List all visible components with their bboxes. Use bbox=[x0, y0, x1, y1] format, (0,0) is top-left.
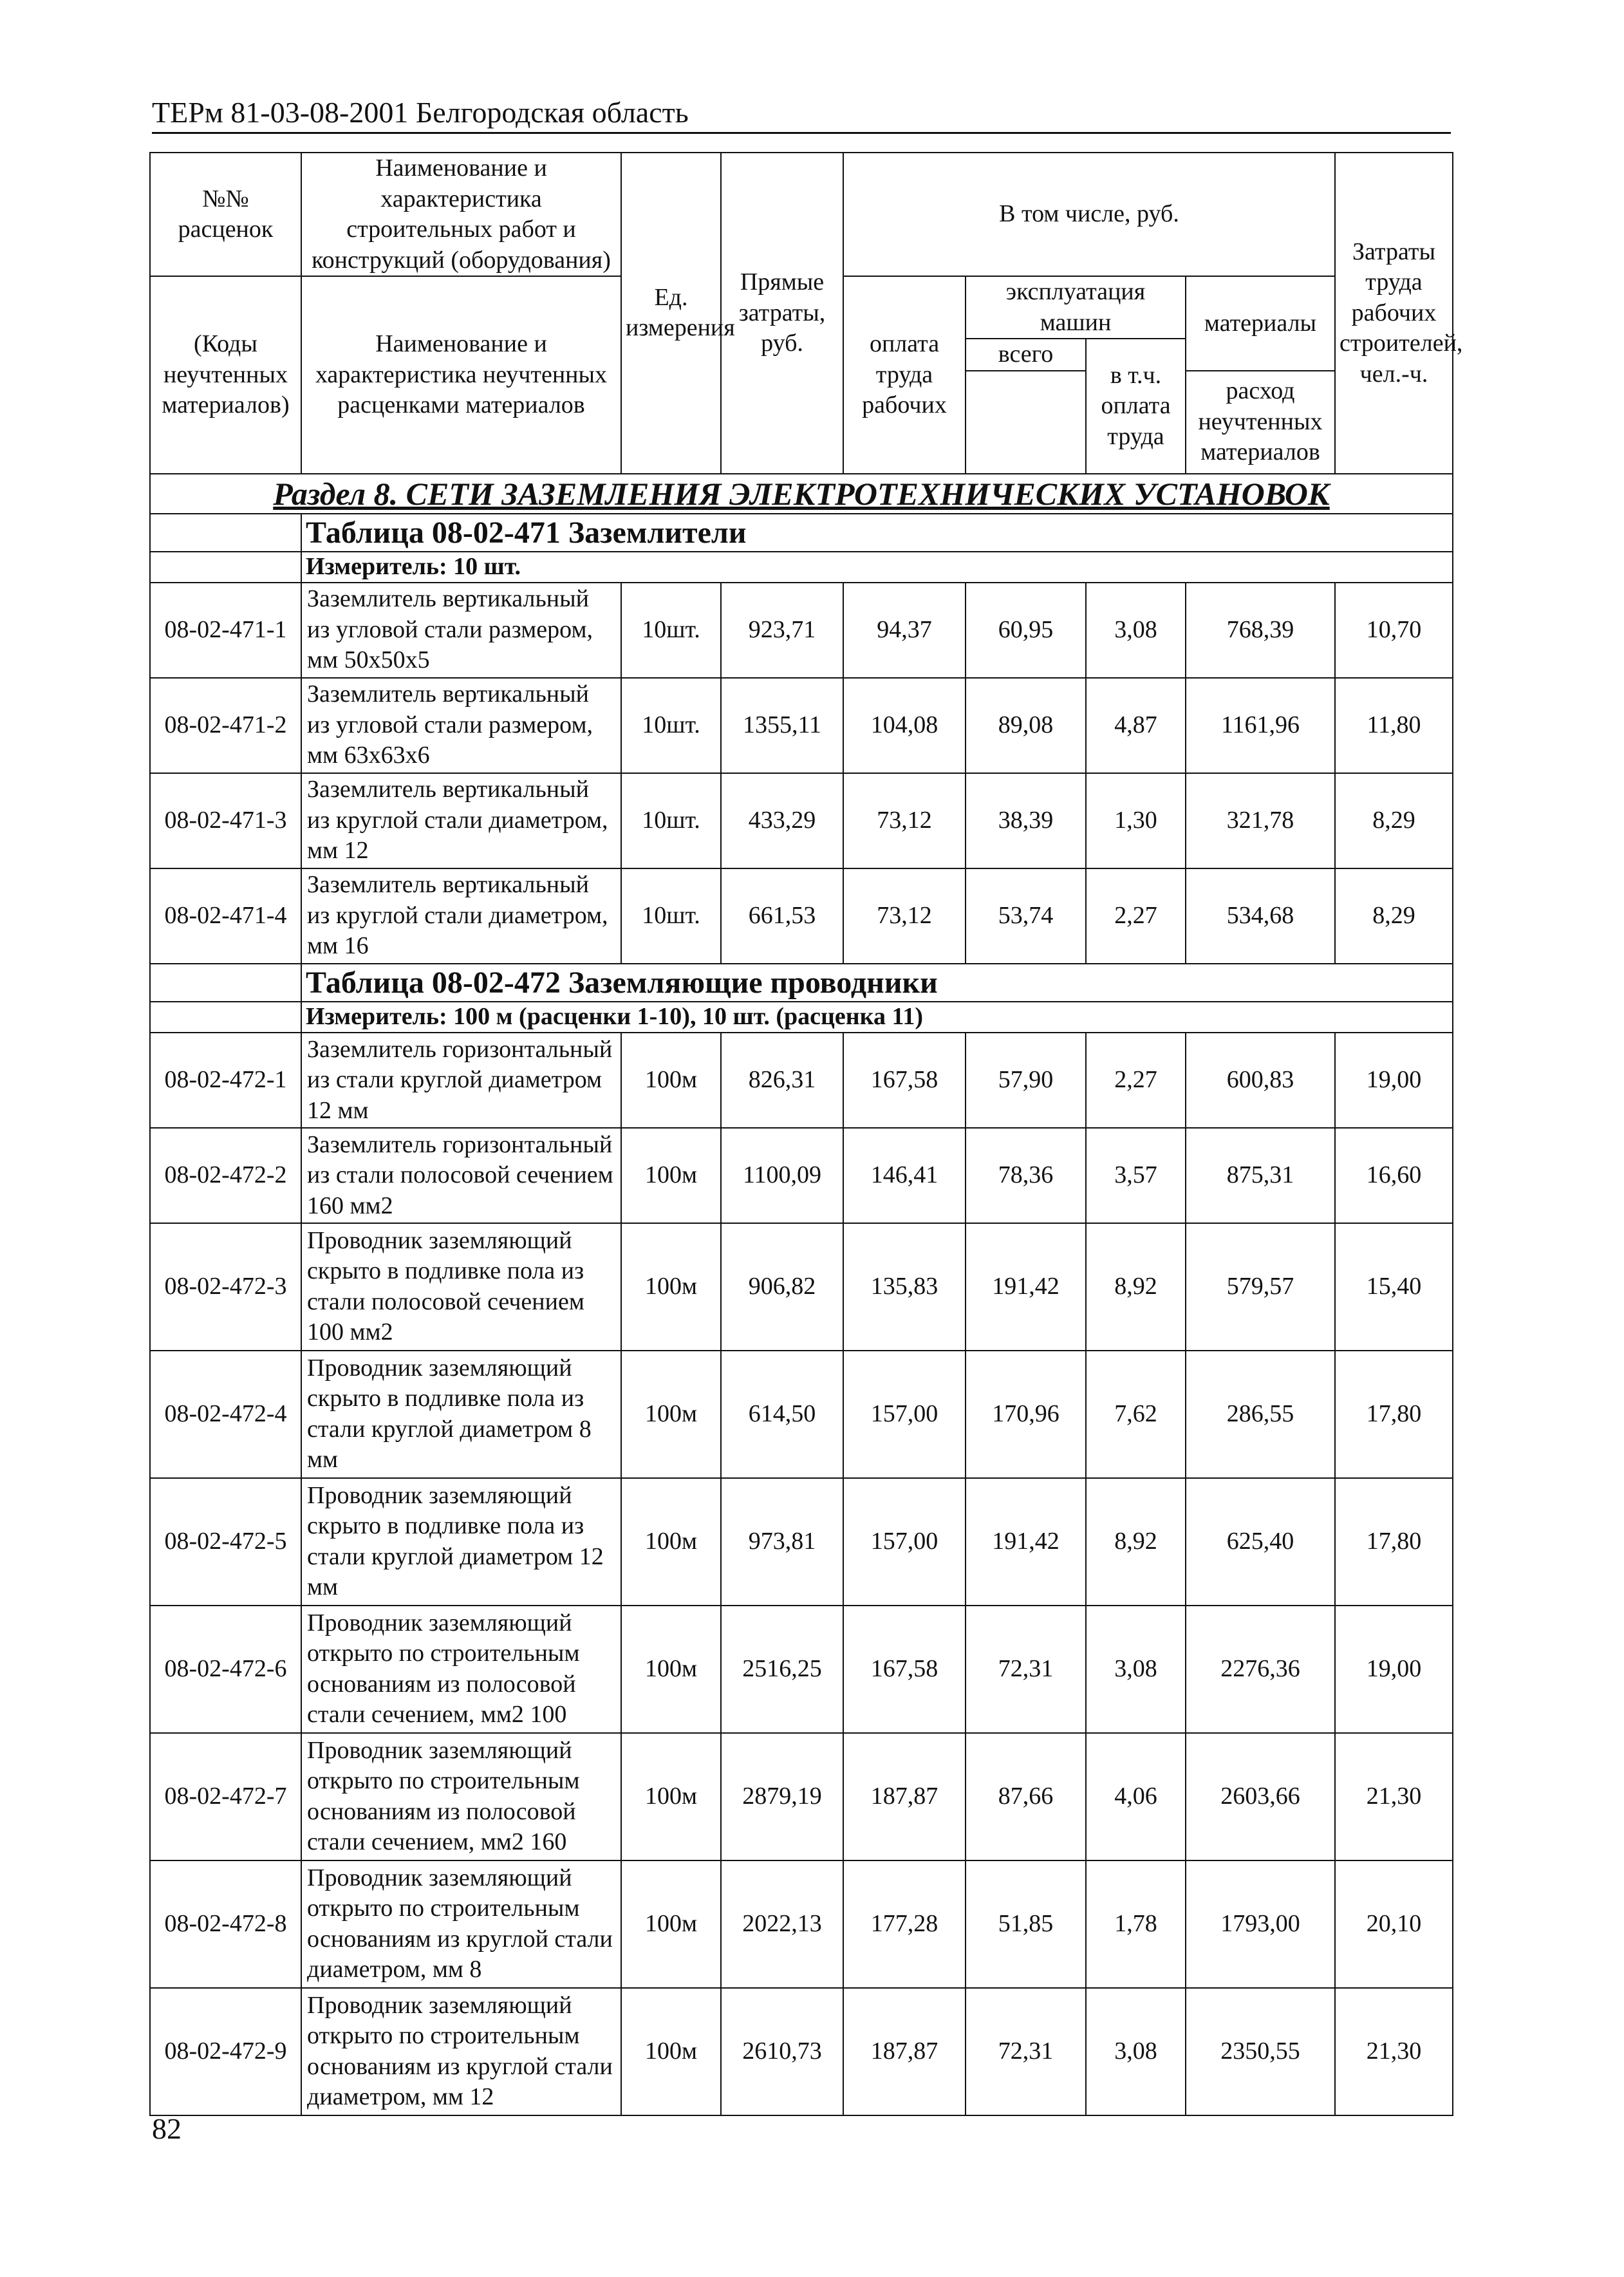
code-cell: 08-02-472-7 bbox=[150, 1733, 301, 1860]
rates-table bbox=[149, 152, 1463, 2116]
wages-cell: 73,12 bbox=[843, 773, 966, 868]
machines-total-cell: 38,39 bbox=[966, 773, 1086, 868]
machines-wages-cell: 4,87 bbox=[1086, 678, 1186, 773]
labor-cell: 21,30 bbox=[1335, 1733, 1453, 1860]
unit-cell: 100м bbox=[621, 1223, 721, 1351]
name-cell: Проводник заземляющий скрыто в подливке пола из стали круглой диаметром 12 мм bbox=[301, 1478, 621, 1606]
materials-cell: 2276,36 bbox=[1186, 1606, 1335, 1733]
blank-cell bbox=[150, 514, 301, 552]
labor-cell: 11,80 bbox=[1335, 678, 1453, 773]
code-cell: 08-02-471-2 bbox=[150, 678, 301, 773]
machines-total-cell: 87,66 bbox=[966, 1733, 1086, 1860]
code-cell: 08-02-471-1 bbox=[150, 583, 301, 678]
page-header: ТЕРм 81-03-08-2001 Белгородская область bbox=[152, 96, 689, 129]
labor-cell: 20,10 bbox=[1335, 1860, 1453, 1988]
wages-cell: 146,41 bbox=[843, 1128, 966, 1223]
direct-cost-cell: 906,82 bbox=[721, 1223, 843, 1351]
table-row bbox=[150, 1351, 1453, 1478]
table-row bbox=[150, 1733, 1453, 1860]
unit-cell: 100м bbox=[621, 1478, 721, 1606]
machines-total-cell: 78,36 bbox=[966, 1128, 1086, 1223]
direct-cost-cell: 923,71 bbox=[721, 583, 843, 678]
table-471-rows bbox=[150, 583, 1453, 964]
machines-wages-cell: 3,08 bbox=[1086, 1988, 1186, 2115]
machines-total-cell: 51,85 bbox=[966, 1860, 1086, 1988]
name-cell: Заземлитель вертикальный из угловой стали размером, мм 63x63x6 bbox=[301, 678, 621, 773]
meter-471: Измеритель: 10 шт. bbox=[301, 552, 1453, 583]
meter-472: Измеритель: 100 м (расценки 1-10), 10 шт. (расценка 11) bbox=[301, 1002, 1453, 1033]
name-cell: Проводник заземляющий открыто по строительным основаниям из круглой стали диаметром, мм 12 bbox=[301, 1988, 621, 2115]
machines-total-cell: 57,90 bbox=[966, 1033, 1086, 1128]
unit-cell: 100м bbox=[621, 1733, 721, 1860]
labor-cell: 21,30 bbox=[1335, 1988, 1453, 2115]
col-direct-header: Прямые затраты, руб. bbox=[721, 153, 843, 474]
code-cell: 08-02-472-8 bbox=[150, 1860, 301, 1988]
materials-cell: 2350,55 bbox=[1186, 1988, 1335, 2115]
table-row bbox=[150, 1478, 1453, 1606]
col-code-subheader: (Коды неучтенных материалов) bbox=[150, 276, 301, 474]
page-number: 82 bbox=[152, 2112, 182, 2145]
materials-cell: 625,40 bbox=[1186, 1478, 1335, 1606]
name-cell: Проводник заземляющий открыто по строительным основаниям из полосовой стали сечением, мм2 160 bbox=[301, 1733, 621, 1860]
machines-total-cell: 89,08 bbox=[966, 678, 1086, 773]
table-row bbox=[150, 773, 1453, 868]
direct-cost-cell: 973,81 bbox=[721, 1478, 843, 1606]
name-cell: Заземлитель вертикальный из круглой стали диаметром, мм 12 bbox=[301, 773, 621, 868]
machines-total-cell: 72,31 bbox=[966, 1606, 1086, 1733]
machines-total-cell: 60,95 bbox=[966, 583, 1086, 678]
col-machines-wages-header: в т.ч. оплата труда bbox=[1086, 339, 1186, 474]
direct-cost-cell: 661,53 bbox=[721, 868, 843, 964]
machines-wages-cell: 8,92 bbox=[1086, 1478, 1186, 1606]
code-cell: 08-02-472-4 bbox=[150, 1351, 301, 1478]
col-machines-total-spacer bbox=[966, 371, 1086, 474]
materials-cell: 1161,96 bbox=[1186, 678, 1335, 773]
unit-cell: 100м bbox=[621, 1606, 721, 1733]
col-incl-header: В том числе, руб. bbox=[843, 153, 1335, 276]
labor-cell: 19,00 bbox=[1335, 1033, 1453, 1128]
materials-cell: 286,55 bbox=[1186, 1351, 1335, 1478]
table-row bbox=[150, 1606, 1453, 1733]
unit-cell: 100м bbox=[621, 1351, 721, 1478]
direct-cost-cell: 2022,13 bbox=[721, 1860, 843, 1988]
code-cell: 08-02-472-5 bbox=[150, 1478, 301, 1606]
section-title: Раздел 8. СЕТИ ЗАЗЕМЛЕНИЯ ЭЛЕКТРОТЕХНИЧЕСКИХ УСТАНОВОК bbox=[150, 474, 1453, 514]
wages-cell: 167,58 bbox=[843, 1606, 966, 1733]
col-machines-total-header: всего bbox=[966, 339, 1086, 371]
col-name-subheader: Наименование и характеристика неучтенных расценками материалов bbox=[301, 276, 621, 474]
materials-cell: 875,31 bbox=[1186, 1128, 1335, 1223]
wages-cell: 104,08 bbox=[843, 678, 966, 773]
table-row bbox=[150, 1988, 1453, 2115]
unit-cell: 100м bbox=[621, 1128, 721, 1223]
table-title-472: Таблица 08-02-472 Заземляющие проводники bbox=[301, 964, 1453, 1002]
wages-cell: 177,28 bbox=[843, 1860, 966, 1988]
table-title-471: Таблица 08-02-471 Заземлители bbox=[301, 514, 1453, 552]
name-cell: Проводник заземляющий скрыто в подливке пола из стали круглой диаметром 8 мм bbox=[301, 1351, 621, 1478]
labor-cell: 19,00 bbox=[1335, 1606, 1453, 1733]
materials-cell: 579,57 bbox=[1186, 1223, 1335, 1351]
machines-wages-cell: 1,30 bbox=[1086, 773, 1186, 868]
table-472-rows bbox=[150, 1033, 1453, 2115]
materials-cell: 534,68 bbox=[1186, 868, 1335, 964]
table-row bbox=[150, 1860, 1453, 1988]
table-header bbox=[150, 153, 1463, 474]
materials-cell: 321,78 bbox=[1186, 773, 1335, 868]
machines-total-cell: 191,42 bbox=[966, 1478, 1086, 1606]
name-cell: Проводник заземляющий открыто по строительным основаниям из круглой стали диаметром, мм 8 bbox=[301, 1860, 621, 1988]
name-cell: Заземлитель вертикальный из круглой стали диаметром, мм 16 bbox=[301, 868, 621, 964]
blank-cell bbox=[150, 1002, 301, 1033]
col-materials-header: материалы bbox=[1186, 276, 1335, 371]
materials-cell: 1793,00 bbox=[1186, 1860, 1335, 1988]
code-cell: 08-02-472-6 bbox=[150, 1606, 301, 1733]
table-row bbox=[150, 868, 1453, 964]
code-cell: 08-02-472-9 bbox=[150, 1988, 301, 2115]
wages-cell: 135,83 bbox=[843, 1223, 966, 1351]
code-cell: 08-02-472-2 bbox=[150, 1128, 301, 1223]
direct-cost-cell: 826,31 bbox=[721, 1033, 843, 1128]
machines-wages-cell: 1,78 bbox=[1086, 1860, 1186, 1988]
direct-cost-cell: 2610,73 bbox=[721, 1988, 843, 2115]
machines-wages-cell: 3,08 bbox=[1086, 1606, 1186, 1733]
table-row bbox=[150, 678, 1453, 773]
col-code-header: №№ расценок bbox=[150, 153, 301, 276]
code-cell: 08-02-472-3 bbox=[150, 1223, 301, 1351]
machines-wages-cell: 2,27 bbox=[1086, 868, 1186, 964]
materials-cell: 600,83 bbox=[1186, 1033, 1335, 1128]
unit-cell: 100м bbox=[621, 1860, 721, 1988]
col-materials-subheader: расход неучтенных материалов bbox=[1186, 371, 1335, 474]
blank-cell bbox=[150, 552, 301, 583]
wages-cell: 73,12 bbox=[843, 868, 966, 964]
col-unit-header: Ед. измерения bbox=[621, 153, 721, 474]
labor-cell: 17,80 bbox=[1335, 1478, 1453, 1606]
table-row bbox=[150, 1128, 1453, 1223]
machines-total-cell: 72,31 bbox=[966, 1988, 1086, 2115]
name-cell: Заземлитель вертикальный из угловой стали размером, мм 50x50x5 bbox=[301, 583, 621, 678]
name-cell: Проводник заземляющий скрыто в подливке пола из стали полосовой сечением 100 мм2 bbox=[301, 1223, 621, 1351]
name-cell: Проводник заземляющий открыто по строительным основаниям из полосовой стали сечением, мм2 100 bbox=[301, 1606, 621, 1733]
unit-cell: 10шт. bbox=[621, 583, 721, 678]
code-cell: 08-02-471-4 bbox=[150, 868, 301, 964]
machines-wages-cell: 3,08 bbox=[1086, 583, 1186, 678]
labor-cell: 8,29 bbox=[1335, 773, 1453, 868]
col-name-header: Наименование и характеристика строительных работ и конструкций (оборудования) bbox=[301, 153, 621, 276]
code-cell: 08-02-471-3 bbox=[150, 773, 301, 868]
direct-cost-cell: 433,29 bbox=[721, 773, 843, 868]
name-cell: Заземлитель горизонтальный из стали круглой диаметром 12 мм bbox=[301, 1033, 621, 1128]
direct-cost-cell: 2516,25 bbox=[721, 1606, 843, 1733]
machines-wages-cell: 7,62 bbox=[1086, 1351, 1186, 1478]
labor-cell: 10,70 bbox=[1335, 583, 1453, 678]
wages-cell: 187,87 bbox=[843, 1733, 966, 1860]
labor-cell: 17,80 bbox=[1335, 1351, 1453, 1478]
wages-cell: 157,00 bbox=[843, 1478, 966, 1606]
wages-cell: 167,58 bbox=[843, 1033, 966, 1128]
wages-cell: 157,00 bbox=[843, 1351, 966, 1478]
table-row bbox=[150, 1223, 1453, 1351]
materials-cell: 2603,66 bbox=[1186, 1733, 1335, 1860]
unit-cell: 10шт. bbox=[621, 678, 721, 773]
unit-cell: 10шт. bbox=[621, 868, 721, 964]
machines-wages-cell: 3,57 bbox=[1086, 1128, 1186, 1223]
machines-total-cell: 170,96 bbox=[966, 1351, 1086, 1478]
machines-total-cell: 191,42 bbox=[966, 1223, 1086, 1351]
wages-cell: 187,87 bbox=[843, 1988, 966, 2115]
direct-cost-cell: 2879,19 bbox=[721, 1733, 843, 1860]
machines-wages-cell: 8,92 bbox=[1086, 1223, 1186, 1351]
materials-cell: 768,39 bbox=[1186, 583, 1335, 678]
machines-wages-cell: 4,06 bbox=[1086, 1733, 1186, 1860]
name-cell: Заземлитель горизонтальный из стали полосовой сечением 160 мм2 bbox=[301, 1128, 621, 1223]
direct-cost-cell: 614,50 bbox=[721, 1351, 843, 1478]
table-row bbox=[150, 1033, 1453, 1128]
unit-cell: 100м bbox=[621, 1033, 721, 1128]
direct-cost-cell: 1100,09 bbox=[721, 1128, 843, 1223]
col-machines-header: эксплуатация машин bbox=[966, 276, 1186, 339]
col-labor-header: Затраты труда рабочих строителей, чел.-ч. bbox=[1335, 153, 1453, 474]
header-rule bbox=[152, 132, 1451, 134]
table-row bbox=[150, 583, 1453, 678]
wages-cell: 94,37 bbox=[843, 583, 966, 678]
blank-cell bbox=[150, 964, 301, 1002]
labor-cell: 8,29 bbox=[1335, 868, 1453, 964]
unit-cell: 10шт. bbox=[621, 773, 721, 868]
labor-cell: 15,40 bbox=[1335, 1223, 1453, 1351]
col-wages-header: оплата труда рабочих bbox=[843, 276, 966, 474]
machines-total-cell: 53,74 bbox=[966, 868, 1086, 964]
labor-cell: 16,60 bbox=[1335, 1128, 1453, 1223]
code-cell: 08-02-472-1 bbox=[150, 1033, 301, 1128]
unit-cell: 100м bbox=[621, 1988, 721, 2115]
direct-cost-cell: 1355,11 bbox=[721, 678, 843, 773]
machines-wages-cell: 2,27 bbox=[1086, 1033, 1186, 1128]
